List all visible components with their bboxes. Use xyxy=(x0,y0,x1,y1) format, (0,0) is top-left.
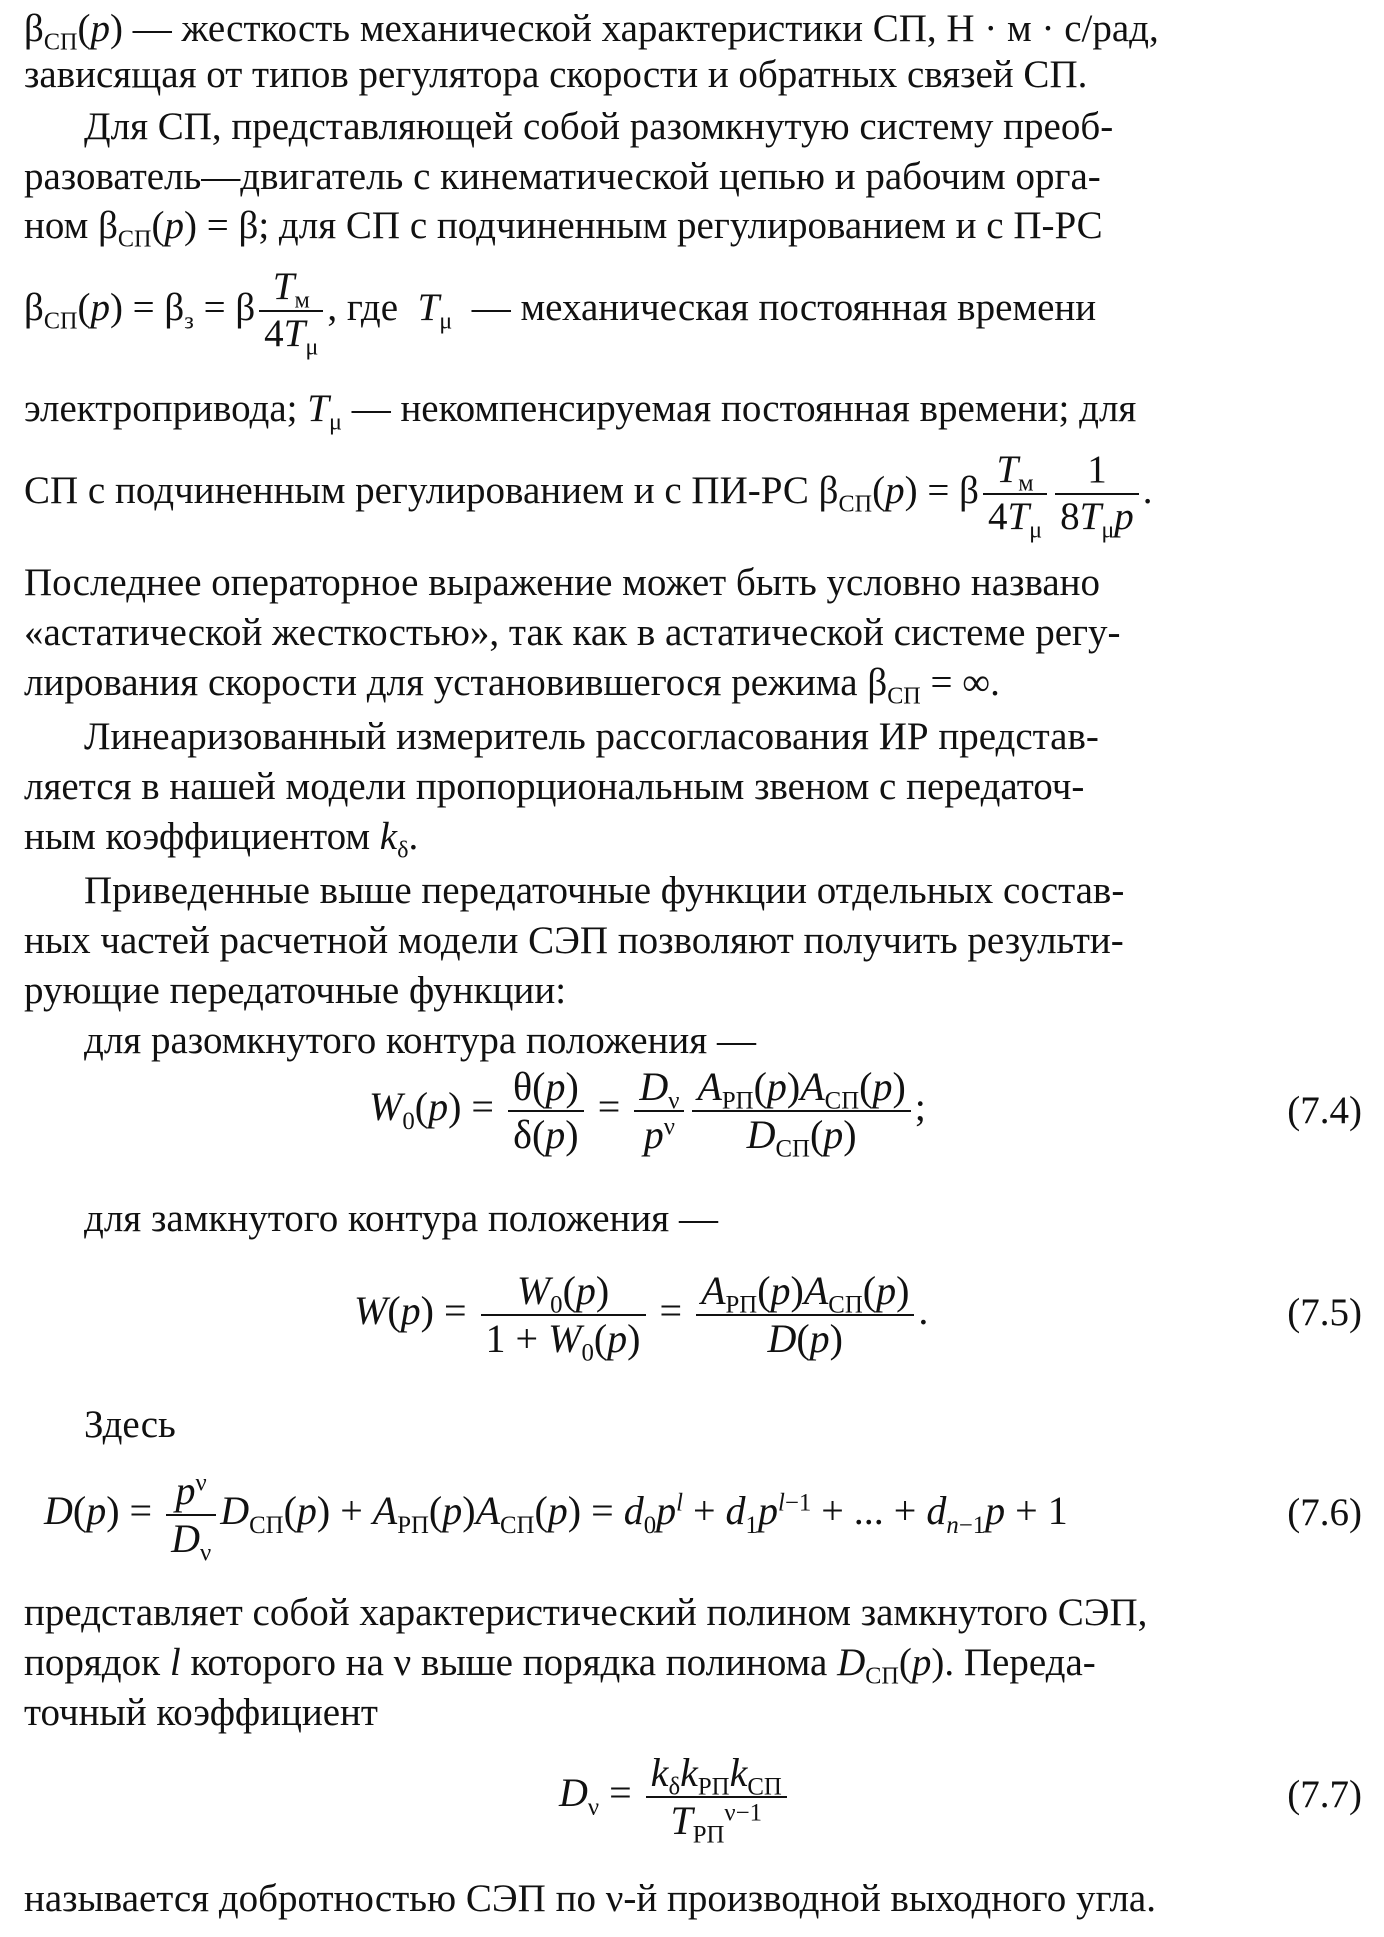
equation-7-7: $D_\nu$ = $\frac{k_\delta k_{РП}k_{СП}}{T_{РП}^{\nu-1}}$ xyxy=(559,1750,791,1844)
equation-number: (7.4) xyxy=(1287,1089,1362,1132)
fraction: $\frac{T_м}{4T_\mu}$ xyxy=(983,448,1047,540)
equation-number: (7.7) xyxy=(1287,1773,1362,1816)
text-line: разователь—двигатель с кинематической цепью и рабочим орга- xyxy=(24,155,1101,198)
text-line: $\beta_{СП}(p) = \beta_з = \beta$ $\frac{T_м}{4T_\mu}$ , где $T_\mu$ — механическая постоянная времени xyxy=(24,265,1097,361)
text-line: ным коэффициентом $k_\delta$. xyxy=(24,815,419,864)
text-line: ляется в нашей модели пропорциональным звеном с передаточ- xyxy=(24,765,1085,808)
text-line: ном $\beta_{СП}(p) = \beta$; для СП с подчиненным регулированием и с П-РС xyxy=(24,204,1103,253)
text-line: Последнее операторное выражение может быть условно названо xyxy=(24,561,1101,604)
text-line: порядок l которого на ν выше порядка полинома $D_{СП}(p)$. Переда- xyxy=(24,1641,1096,1690)
text-line: Приведенные выше передаточные функции отдельных состав- xyxy=(84,869,1125,912)
fraction: $\frac{T_м}{4T_\mu}$ xyxy=(259,265,323,357)
text-line: Для СП, представляющей собой разомкнутую систему преоб- xyxy=(84,105,1114,148)
text-line: для замкнутого контура положения — xyxy=(84,1197,718,1240)
text-line: называется добротностью СЭП по ν-й производной выходного угла. xyxy=(24,1877,1156,1920)
text-line: ных частей расчетной модели СЭП позволяют получить результи- xyxy=(24,919,1124,962)
equation-7-5: W(p) = $\frac{W_0(p)}{1 + W_0(p)}$ = $\frac{A_{РП}(p)A_{СП}(p)}{D(p)}$ . xyxy=(354,1268,929,1367)
fraction: $\frac{1}{8T_\mu p}$ xyxy=(1055,448,1139,540)
text-line: СП с подчиненным регулированием и с ПИ-РС $\beta_{СП}(p) = \beta$ $\frac{T_м}{4T_\mu}$ $\frac{1}{8T_\mu p}$ . xyxy=(24,448,1153,544)
text-line: «астатической жесткостью», так как в астатической системе регу- xyxy=(24,611,1121,654)
equation-7-6: D(p) = $\frac{p^\nu}{D_\nu}$ $D_{СП}(p) + A_{РП}(p)A_{СП}(p) = d_0p^l + d_1p^{l-1}$ + ... + $d_{n-1}p + 1$ xyxy=(44,1468,1068,1567)
text-line: рующие передаточные функции: xyxy=(24,969,567,1012)
equation-7-4: $W_0(p)$ = $\frac{\theta(p)}{\delta(p)}$ = $\frac{D_\nu}{p^\nu}$ $\frac{A_{РП}(p)A_{СП}(p)}{D_{СП}(p)}$ ; xyxy=(369,1064,926,1163)
text-line: для разомкнутого контура положения — xyxy=(84,1019,756,1062)
text-line: зависящая от типов регулятора скорости и обратных связей СП. xyxy=(24,53,1088,96)
text-line: Здесь xyxy=(84,1403,176,1446)
text-line: лирования скорости для установившегося режима $\beta_{СП}$ = ∞. xyxy=(24,661,1000,710)
equation-number: (7.6) xyxy=(1287,1491,1362,1534)
text-line: электропривода; $T_\mu$ — некомпенсируемая постоянная времени; для xyxy=(24,387,1137,436)
text-line: точный коэффициент xyxy=(24,1691,378,1734)
text-line: Линеаризованный измеритель рассогласования ИР представ- xyxy=(84,715,1099,758)
text-line: $\beta_{СП}(p)$ — жесткость механической характеристики СП, Н · м · с/рад, xyxy=(24,7,1159,56)
text-line: представляет собой характеристический полином замкнутого СЭП, xyxy=(24,1591,1148,1634)
equation-number: (7.5) xyxy=(1287,1291,1362,1334)
